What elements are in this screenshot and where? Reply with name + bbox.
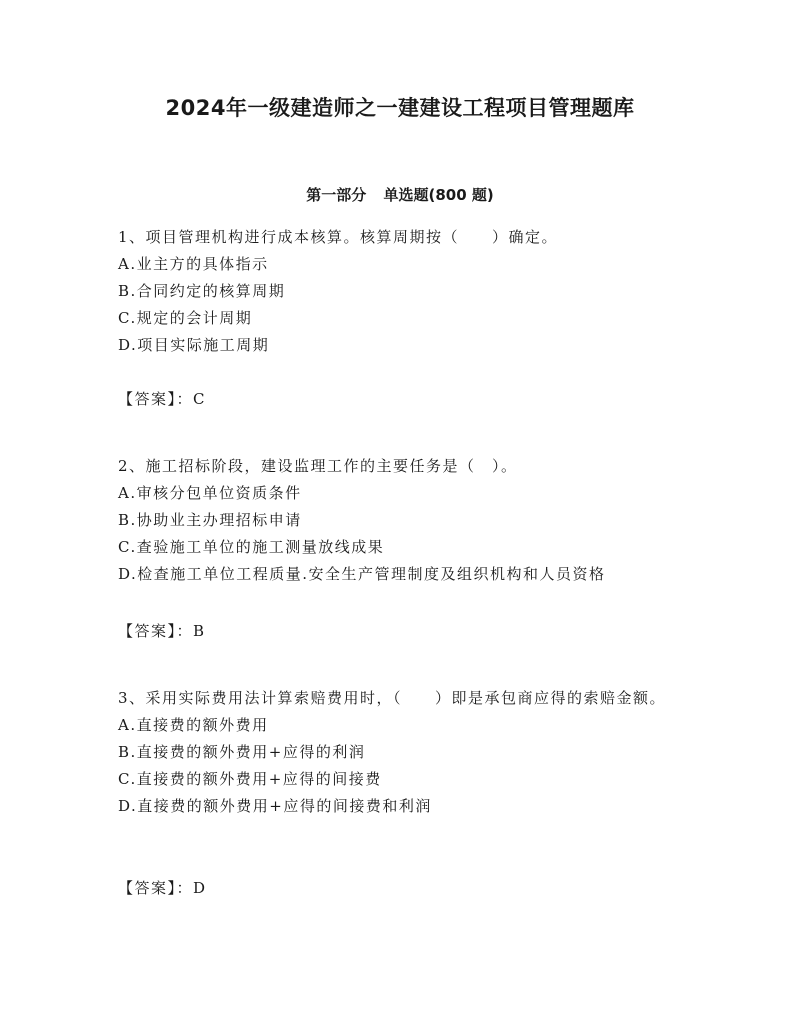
option-b: B.协助业主办理招标申请 <box>118 511 302 529</box>
option-a: A.业主方的具体指示 <box>118 255 269 273</box>
answer-value: D <box>193 879 207 897</box>
section-heading <box>0 184 800 205</box>
answer-label: 【答案】： <box>118 622 194 640</box>
option-a: A.审核分包单位资质条件 <box>118 484 302 502</box>
answer-label: 【答案】： <box>118 879 194 897</box>
answer-2 <box>118 620 206 641</box>
option-b: B.合同约定的核算周期 <box>118 282 286 300</box>
option-c: C.规定的会计周期 <box>118 309 253 327</box>
option-c: C.直接费的额外费用+应得的间接费 <box>118 770 382 788</box>
section-part: 第一部分 <box>306 186 367 204</box>
question-stem: 3、采用实际费用法计算索赔费用时，（ ）即是承包商应得的索赔金额。 <box>118 689 667 707</box>
question-2 <box>118 453 688 588</box>
question-3 <box>118 685 688 820</box>
question-1 <box>118 224 688 359</box>
answer-3 <box>118 877 207 898</box>
document-title: 2024年一级建造师之一建建设工程项目管理题库 <box>165 96 635 120</box>
option-b: B.直接费的额外费用+应得的利润 <box>118 743 366 761</box>
answer-value: B <box>193 622 206 640</box>
answer-label: 【答案】： <box>118 390 194 408</box>
question-stem: 1、项目管理机构进行成本核算。核算周期按（ ）确定。 <box>118 228 559 246</box>
option-c: C.查验施工单位的施工测量放线成果 <box>118 538 385 556</box>
option-d: D.直接费的额外费用+应得的间接费和利润 <box>118 797 432 815</box>
answer-value: C <box>193 390 206 408</box>
section-type: 单选题(800 题) <box>383 186 494 204</box>
question-stem: 2、施工招标阶段，建设监理工作的主要任务是（ ）。 <box>118 457 518 475</box>
option-d: D.项目实际施工周期 <box>118 336 270 354</box>
answer-1 <box>118 388 206 409</box>
option-d: D.检查施工单位工程质量.安全生产管理制度及组织机构和人员资格 <box>118 565 606 583</box>
option-a: A.直接费的额外费用 <box>118 716 269 734</box>
